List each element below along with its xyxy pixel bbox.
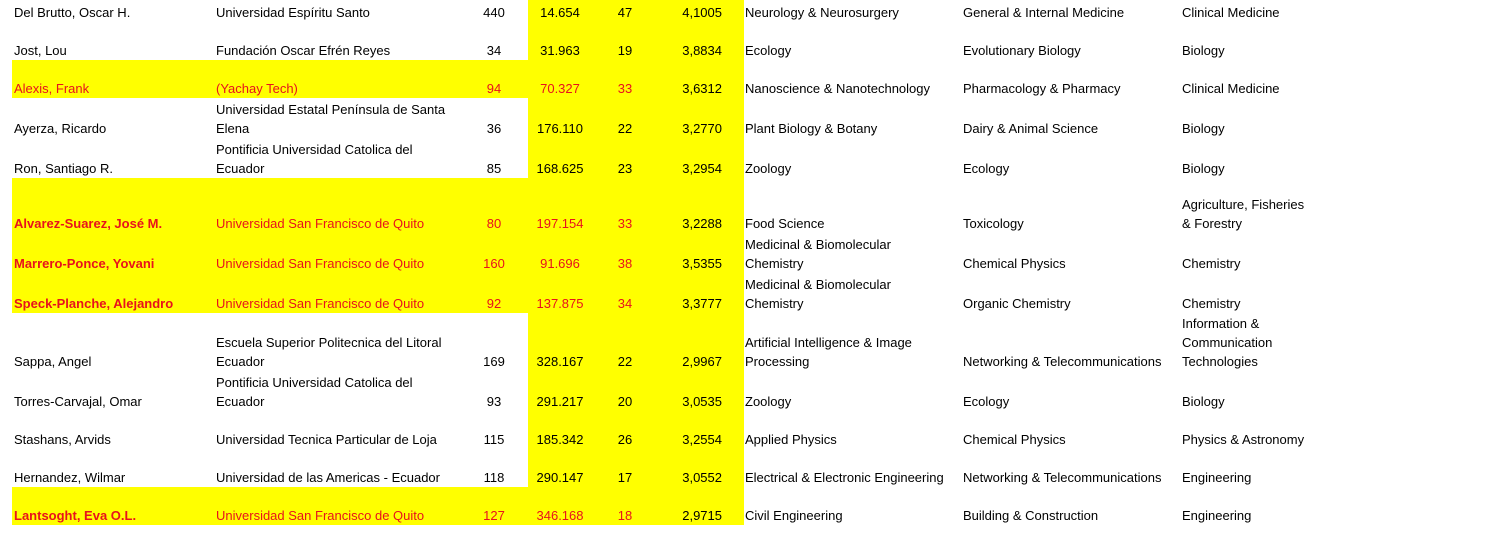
cell-count[interactable]: 85 [486, 161, 502, 176]
cell-line: Chemistry [1182, 296, 1241, 311]
cell-score[interactable]: 3,3777 [682, 296, 722, 311]
cell-count[interactable]: 127 [483, 508, 505, 523]
cell-score[interactable]: 3,0535 [682, 394, 722, 409]
cell-line: Engineering [1182, 508, 1252, 523]
cell-name[interactable]: Marrero-Ponce, Yovani [14, 256, 155, 271]
cell-category-2[interactable] [963, 352, 1178, 371]
cell-line: Physics & Astronomy [1182, 432, 1305, 447]
table-row [0, 98, 1487, 138]
cell-line: Ecuador [216, 354, 265, 369]
cell-count[interactable]: 169 [483, 354, 505, 369]
cell-category-2[interactable] [963, 392, 1178, 411]
cell-citations[interactable]: 346.168 [536, 508, 584, 523]
cell-count[interactable]: 115 [483, 432, 505, 447]
cell-line: Biology [1182, 121, 1225, 136]
cell-institution[interactable] [216, 41, 466, 60]
cell-line: Universidad Estatal Península de Santa [216, 102, 446, 117]
cell-line: Pharmacology & Pharmacy [963, 81, 1121, 96]
cell-category-1[interactable] [745, 41, 960, 60]
cell-score[interactable]: 3,2554 [682, 432, 722, 447]
cell-count[interactable]: 36 [486, 121, 502, 136]
cell-score[interactable]: 3,5355 [682, 256, 722, 271]
cell-field[interactable] [1182, 506, 1342, 525]
cell-line: Electrical & Electronic Engineering [745, 470, 944, 485]
cell-category-2[interactable] [963, 79, 1178, 98]
cell-category-1[interactable] [745, 214, 960, 233]
cell-count[interactable]: 94 [486, 81, 502, 96]
cell-field[interactable] [1182, 254, 1342, 273]
cell-institution[interactable] [216, 333, 466, 371]
cell-count[interactable]: 440 [483, 5, 505, 20]
cell-field[interactable] [1182, 195, 1342, 233]
cell-score[interactable]: 3,6312 [682, 81, 722, 96]
cell-score[interactable]: 3,8834 [682, 43, 722, 58]
cell-line: Chemistry [1182, 256, 1241, 271]
cell-citations[interactable]: 137.875 [536, 296, 584, 311]
cell-count[interactable]: 118 [483, 470, 505, 485]
cell-line: Universidad Tecnica Particular de Loja [216, 432, 437, 447]
cell-line: Nanoscience & Nanotechnology [745, 81, 931, 96]
cell-category-1[interactable] [745, 235, 960, 273]
cell-citations[interactable]: 91.696 [540, 256, 580, 271]
cell-name[interactable]: Alexis, Frank [14, 81, 90, 96]
table-row [0, 313, 1487, 371]
cell-score[interactable]: 4,1005 [682, 5, 722, 20]
cell-h-index[interactable]: 19 [617, 43, 633, 58]
cell-line: Artificial Intelligence & Image [745, 335, 912, 350]
cell-line: Civil Engineering [745, 508, 843, 523]
cell-line: Neurology & Neurosurgery [745, 5, 899, 20]
cell-field[interactable] [1182, 79, 1342, 98]
cell-line: Building & Construction [963, 508, 1099, 523]
cell-line: Universidad San Francisco de Quito [216, 216, 425, 231]
cell-category-1[interactable] [745, 430, 960, 449]
cell-field[interactable] [1182, 41, 1342, 60]
cell-count[interactable]: 80 [486, 216, 502, 231]
cell-line: Evolutionary Biology [963, 43, 1081, 58]
cell-citations[interactable]: 291.217 [536, 394, 584, 409]
cell-citations[interactable]: 185.342 [536, 432, 584, 447]
cell-line: Ecology [963, 394, 1010, 409]
cell-name[interactable]: Ron, Santiago R. [14, 161, 114, 176]
cell-h-index[interactable]: 17 [617, 470, 633, 485]
cell-count[interactable]: 34 [486, 43, 502, 58]
cell-name[interactable]: Alvarez-Suarez, José M. [14, 216, 163, 231]
cell-name[interactable]: Torres-Carvajal, Omar [14, 394, 142, 409]
cell-line: & Forestry [1182, 216, 1242, 231]
cell-line: Ecology [963, 161, 1010, 176]
cell-category-2[interactable] [963, 119, 1178, 138]
cell-citations[interactable]: 31.963 [540, 43, 580, 58]
cell-line: Ecuador [216, 161, 265, 176]
cell-category-2[interactable] [963, 468, 1178, 487]
cell-category-2[interactable] [963, 506, 1178, 525]
cell-line: Processing [745, 354, 810, 369]
table-row [0, 22, 1487, 60]
cell-institution[interactable] [216, 294, 466, 313]
table-row [0, 0, 1487, 22]
cell-count[interactable]: 92 [486, 296, 502, 311]
cell-h-index[interactable]: 22 [617, 121, 633, 136]
cell-count[interactable]: 93 [486, 394, 502, 409]
cell-citations[interactable]: 290.147 [536, 470, 584, 485]
cell-line: Organic Chemistry [963, 296, 1071, 311]
cell-line: Medicinal & Biomolecular [745, 277, 891, 292]
cell-citations[interactable]: 176.110 [536, 121, 584, 136]
cell-category-2[interactable] [963, 159, 1178, 178]
cell-line: Ecuador [216, 394, 265, 409]
cell-category-1[interactable] [745, 119, 960, 138]
cell-h-index[interactable]: 26 [617, 432, 633, 447]
cell-line: Dairy & Animal Science [963, 121, 1099, 136]
cell-line: Ecology [745, 43, 792, 58]
cell-line: Networking & Telecommunications [963, 354, 1162, 369]
cell-institution[interactable] [216, 3, 466, 22]
cell-field[interactable] [1182, 430, 1342, 449]
cell-line: Biology [1182, 394, 1225, 409]
cell-category-2[interactable] [963, 430, 1178, 449]
cell-line: Universidad de las Americas - Ecuador [216, 470, 440, 485]
cell-h-index[interactable]: 33 [617, 216, 633, 231]
cell-field[interactable] [1182, 3, 1342, 22]
cell-line: Networking & Telecommunications [963, 470, 1162, 485]
cell-name[interactable]: Lantsoght, Eva O.L. [14, 508, 137, 523]
cell-line: Food Science [745, 216, 825, 231]
cell-name[interactable]: Stashans, Arvids [14, 432, 111, 447]
cell-score[interactable]: 3,0552 [682, 470, 722, 485]
cell-h-index[interactable]: 23 [617, 161, 633, 176]
cell-category-1[interactable] [745, 468, 960, 487]
cell-name[interactable]: Hernandez, Wilmar [14, 470, 126, 485]
cell-line: Toxicology [963, 216, 1024, 231]
cell-institution[interactable] [216, 254, 466, 273]
cell-line: Pontificia Universidad Catolica del [216, 142, 413, 157]
table-row [0, 371, 1487, 411]
cell-category-2[interactable] [963, 254, 1178, 273]
table-row [0, 487, 1487, 525]
cell-citations[interactable]: 168.625 [536, 161, 584, 176]
cell-score[interactable]: 3,2954 [682, 161, 722, 176]
cell-line: Elena [216, 121, 250, 136]
cell-line: Agriculture, Fisheries [1182, 197, 1305, 212]
cell-institution[interactable] [216, 100, 466, 138]
cell-institution[interactable] [216, 214, 466, 233]
cell-citations[interactable]: 328.167 [536, 354, 584, 369]
cell-name[interactable]: Ayerza, Ricardo [14, 121, 107, 136]
cell-category-2[interactable] [963, 294, 1178, 313]
cell-line: Plant Biology & Botany [745, 121, 878, 136]
cell-score[interactable]: 3,2288 [682, 216, 722, 231]
cell-line: Universidad San Francisco de Quito [216, 296, 425, 311]
cell-name[interactable]: Jost, Lou [14, 43, 67, 58]
table-row [0, 178, 1487, 233]
cell-line: Chemistry [745, 256, 804, 271]
cell-h-index[interactable]: 47 [617, 5, 633, 20]
cell-line: Universidad San Francisco de Quito [216, 256, 425, 271]
cell-line: General & Internal Medicine [963, 5, 1125, 20]
cell-line: Technologies [1182, 354, 1258, 369]
cell-line: Communication [1182, 335, 1273, 350]
cell-category-2[interactable] [963, 214, 1178, 233]
table-row [0, 233, 1487, 273]
cell-line: Applied Physics [745, 432, 837, 447]
table-row [0, 411, 1487, 449]
cell-category-1[interactable] [745, 159, 960, 178]
cell-line: Universidad Espíritu Santo [216, 5, 370, 20]
cell-field[interactable] [1182, 294, 1342, 313]
cell-line: Escuela Superior Politecnica del Litoral [216, 335, 442, 350]
cell-citations[interactable]: 14.654 [540, 5, 580, 20]
cell-institution[interactable] [216, 140, 466, 178]
cell-h-index[interactable]: 20 [617, 394, 633, 409]
cell-institution[interactable] [216, 468, 466, 487]
cell-institution[interactable] [216, 430, 466, 449]
cell-category-2[interactable] [963, 41, 1178, 60]
cell-category-1[interactable] [745, 506, 960, 525]
cell-h-index[interactable]: 34 [617, 296, 633, 311]
cell-line: Zoology [745, 161, 792, 176]
cell-score[interactable]: 2,9967 [682, 354, 722, 369]
cell-line: Universidad San Francisco de Quito [216, 508, 425, 523]
cell-line: Biology [1182, 43, 1225, 58]
cell-field[interactable] [1182, 468, 1342, 487]
cell-line: (Yachay Tech) [216, 81, 298, 96]
cell-h-index[interactable]: 18 [617, 508, 633, 523]
cell-score[interactable]: 3,2770 [682, 121, 722, 136]
table-row [0, 273, 1487, 313]
cell-h-index[interactable]: 22 [617, 354, 633, 369]
table-row [0, 60, 1487, 98]
cell-line: Zoology [745, 394, 792, 409]
cell-field[interactable] [1182, 119, 1342, 138]
cell-line: Biology [1182, 161, 1225, 176]
cell-field[interactable] [1182, 392, 1342, 411]
cell-line: Clinical Medicine [1182, 5, 1280, 20]
cell-name[interactable]: Speck-Planche, Alejandro [14, 296, 174, 311]
table-row [0, 138, 1487, 178]
cell-category-1[interactable] [745, 275, 960, 313]
cell-h-index[interactable]: 33 [617, 81, 633, 96]
cell-category-1[interactable] [745, 3, 960, 22]
cell-h-index[interactable]: 38 [617, 256, 633, 271]
cell-category-1[interactable] [745, 333, 960, 371]
cell-line: Chemistry [745, 296, 804, 311]
table-row [0, 449, 1487, 487]
cell-institution[interactable] [216, 506, 466, 525]
cell-score[interactable]: 2,9715 [682, 508, 722, 523]
cell-line: Clinical Medicine [1182, 81, 1280, 96]
cell-line: Medicinal & Biomolecular [745, 237, 891, 252]
cell-category-1[interactable] [745, 392, 960, 411]
cell-line: Pontificia Universidad Catolica del [216, 375, 413, 390]
cell-line: Information & [1182, 316, 1260, 331]
cell-category-1[interactable] [745, 79, 960, 98]
cell-institution[interactable] [216, 79, 466, 98]
cell-citations[interactable]: 197.154 [536, 216, 584, 231]
cell-count[interactable]: 160 [483, 256, 505, 271]
cell-line: Engineering [1182, 470, 1252, 485]
cell-line: Chemical Physics [963, 432, 1066, 447]
cell-category-2[interactable] [963, 3, 1178, 22]
cell-field[interactable] [1182, 314, 1342, 371]
cell-institution[interactable] [216, 373, 466, 411]
cell-name[interactable]: Sappa, Angel [14, 354, 92, 369]
cell-field[interactable] [1182, 159, 1342, 178]
cell-line: Chemical Physics [963, 256, 1066, 271]
cell-name[interactable]: Del Brutto, Oscar H. [14, 5, 131, 20]
cell-line: Fundación Oscar Efrén Reyes [216, 43, 391, 58]
cell-citations[interactable]: 70.327 [540, 81, 580, 96]
